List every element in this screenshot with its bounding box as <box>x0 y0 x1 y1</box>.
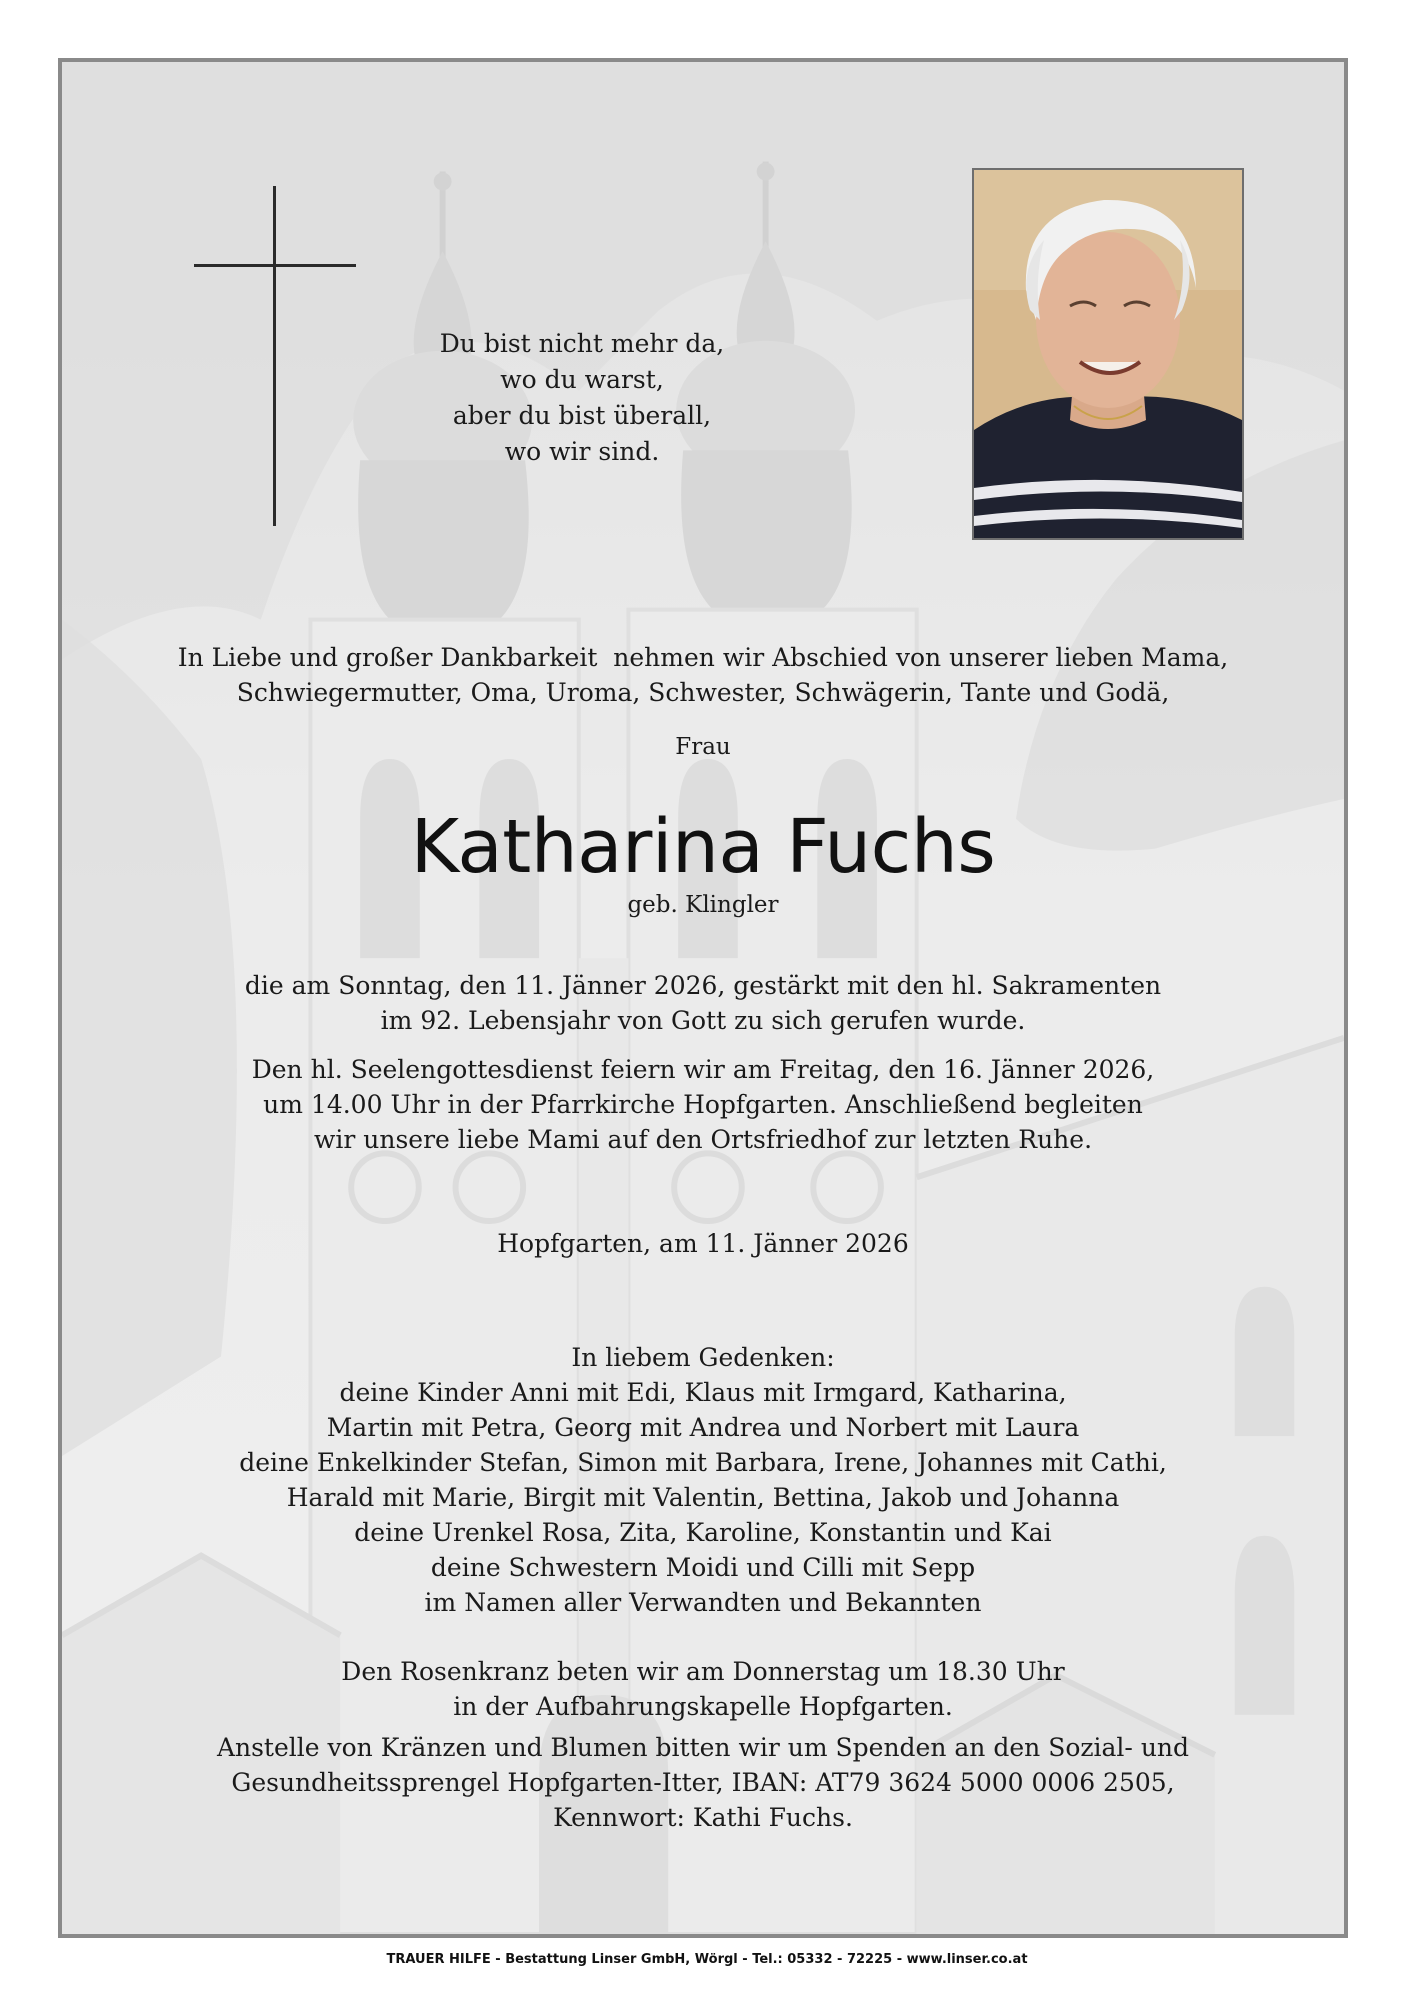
maiden-name: geb. Klingler <box>627 892 779 918</box>
memory-line: In liebem Gedenken: <box>571 1343 835 1372</box>
verse <box>362 326 802 470</box>
obituary-card <box>58 58 1348 1938</box>
place-date: Hopfgarten, am 11. Jänner 2026 <box>497 1229 909 1258</box>
memory-line: deine Kinder Anni mit Edi, Klaus mit Irmgard, Katharina, <box>339 1378 1067 1407</box>
memory-line: deine Urenkel Rosa, Zita, Karoline, Konstantin und Kai <box>354 1518 1052 1547</box>
memory-line: im Namen aller Verwandten und Bekannten <box>424 1588 982 1617</box>
memory-line: Martin mit Petra, Georg mit Andrea und Norbert mit Laura <box>326 1413 1080 1442</box>
donation-notice <box>62 1730 1344 1835</box>
service-notice-line: um 14.00 Uhr in der Pfarrkirche Hopfgarten. Anschließend begleiten <box>263 1090 1143 1119</box>
intro-line: Schwiegermutter, Oma, Uroma, Schwester, Schwägerin, Tante und Godä, <box>236 678 1170 707</box>
death-notice-line: im 92. Lebensjahr von Gott zu sich gerufen wurde. <box>380 1006 1026 1035</box>
rosary-line: in der Aufbahrungskapelle Hopfgarten. <box>453 1692 953 1721</box>
memory-line: Harald mit Marie, Birgit mit Valentin, Bettina, Jakob und Johanna <box>286 1483 1120 1512</box>
donation-line: Kennwort: Kathi Fuchs. <box>553 1803 853 1832</box>
memory-list <box>62 1340 1344 1620</box>
verse-line: wo du warst, <box>500 365 664 394</box>
memory-line: deine Enkelkinder Stefan, Simon mit Barbara, Irene, Johannes mit Cathi, <box>239 1448 1167 1477</box>
verse-line: aber du bist überall, <box>452 401 712 430</box>
footer-imprint: TRAUER HILFE - Bestattung Linser GmbH, Wörgl - Tel.: 05332 - 72225 - www.linser.co.at <box>386 1952 1028 1967</box>
donation-line: Anstelle von Kränzen und Blumen bitten wir um Spenden an den Sozial- und <box>216 1733 1190 1762</box>
cross-icon <box>194 186 356 526</box>
service-notice <box>62 1052 1344 1157</box>
service-notice-line: wir unsere liebe Mami auf den Ortsfriedhof zur letzten Ruhe. <box>313 1125 1093 1154</box>
rosary-line: Den Rosenkranz beten wir am Donnerstag um 18.30 Uhr <box>341 1657 1065 1686</box>
portrait-photo <box>972 168 1244 540</box>
intro-line: In Liebe und großer Dankbarkeit nehmen wir Abschied von unserer lieben Mama, <box>177 643 1229 672</box>
death-notice-line: die am Sonntag, den 11. Jänner 2026, gestärkt mit den hl. Sakramenten <box>244 971 1162 1000</box>
verse-line: wo wir sind. <box>504 437 660 466</box>
deceased-name: Katharina Fuchs <box>410 804 996 890</box>
verse-line: Du bist nicht mehr da, <box>439 329 725 358</box>
title-prefix: Frau <box>675 734 731 760</box>
rosary-notice <box>62 1654 1344 1724</box>
memory-line: deine Schwestern Moidi und Cilli mit Sepp <box>430 1553 976 1582</box>
intro-text <box>62 640 1344 710</box>
death-notice <box>62 968 1344 1038</box>
service-notice-line: Den hl. Seelengottesdienst feiern wir am Freitag, den 16. Jänner 2026, <box>251 1055 1155 1084</box>
donation-line: Gesundheitssprengel Hopfgarten-Itter, IBAN: AT79 3624 5000 0006 2505, <box>231 1768 1175 1797</box>
